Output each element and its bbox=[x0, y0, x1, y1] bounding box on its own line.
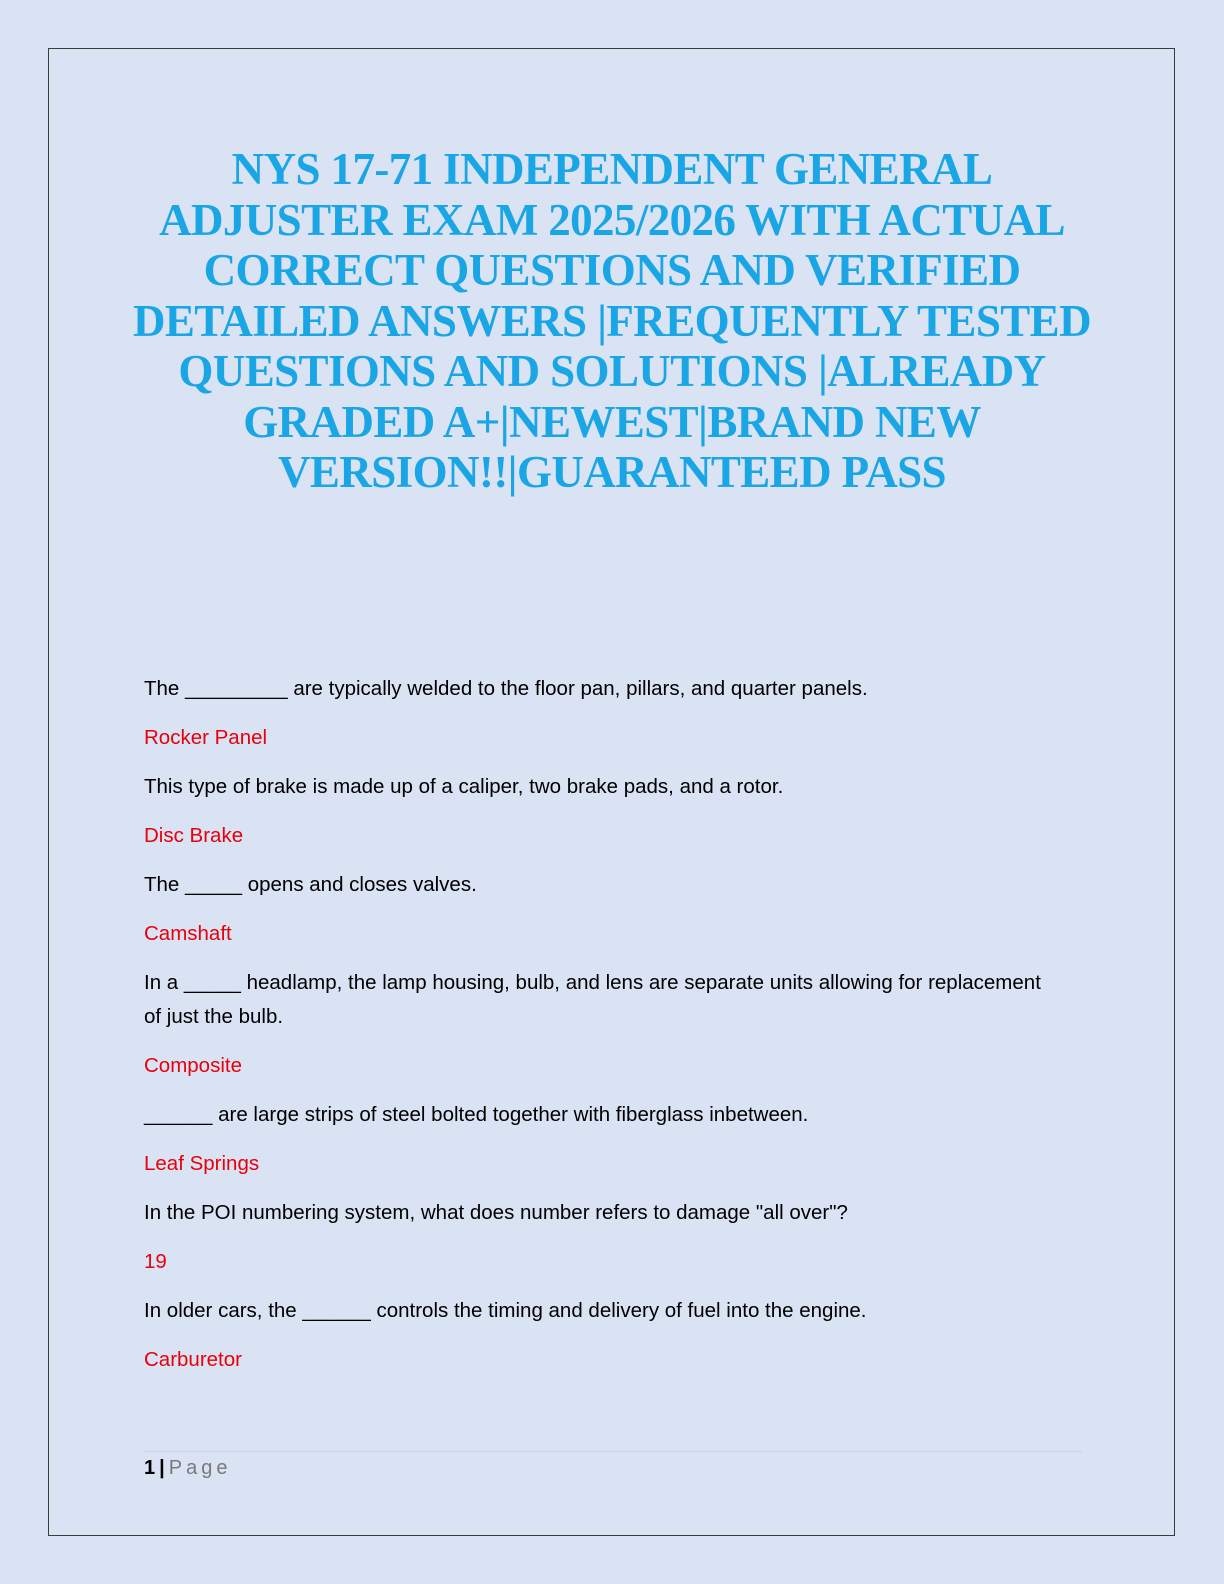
answer-text: Leaf Springs bbox=[144, 1152, 260, 1175]
page-footer bbox=[144, 1454, 231, 1482]
answer-text: Composite bbox=[144, 1054, 242, 1077]
footer-divider bbox=[144, 1451, 1082, 1452]
qa-item bbox=[144, 966, 1044, 1083]
qa-item bbox=[144, 1098, 1044, 1181]
question-text: ______ are large strips of steel bolted together with fiberglass inbetween. bbox=[144, 1103, 809, 1126]
question-text: This type of brake is made up of a caliper, two brake pads, and a rotor. bbox=[144, 775, 784, 798]
answer-text: Camshaft bbox=[144, 922, 232, 945]
answer-text: 19 bbox=[144, 1250, 167, 1273]
qa-item bbox=[144, 1196, 1044, 1279]
question-text: In the POI numbering system, what does number refers to damage "all over"? bbox=[144, 1201, 848, 1224]
qa-item bbox=[144, 1294, 1044, 1377]
question-text: The _____ opens and closes valves. bbox=[144, 873, 477, 896]
page-number: 1 bbox=[144, 1457, 156, 1479]
page-label: Page bbox=[168, 1457, 232, 1479]
answer-text: Carburetor bbox=[144, 1348, 242, 1371]
qa-item bbox=[144, 868, 1044, 951]
qa-item bbox=[144, 672, 1044, 755]
document-title: NYS 17-71 INDEPENDENT GENERAL ADJUSTER EXAM 2025/2026 WITH ACTUAL CORRECT QUESTIONS AND VERIFIED DETAILED ANSWERS |FREQUENTLY TESTED QUESTIONS AND SOLUTIONS |ALREADY GRADED A+|NEWEST|BRAND NEW VERSION!!|GUARANTEED PASS bbox=[133, 144, 1091, 497]
qa-list bbox=[144, 672, 1044, 1392]
answer-text: Rocker Panel bbox=[144, 726, 268, 749]
question-text: In a _____ headlamp, the lamp housing, bulb, and lens are separate units allowing for replacement of just the bulb. bbox=[144, 971, 1041, 1028]
question-text: The _________ are typically welded to the floor pan, pillars, and quarter panels. bbox=[144, 677, 868, 700]
answer-text: Disc Brake bbox=[144, 824, 244, 847]
qa-item bbox=[144, 770, 1044, 853]
question-text: In older cars, the ______ controls the timing and delivery of fuel into the engine. bbox=[144, 1299, 867, 1322]
footer-separator: | bbox=[159, 1457, 165, 1479]
